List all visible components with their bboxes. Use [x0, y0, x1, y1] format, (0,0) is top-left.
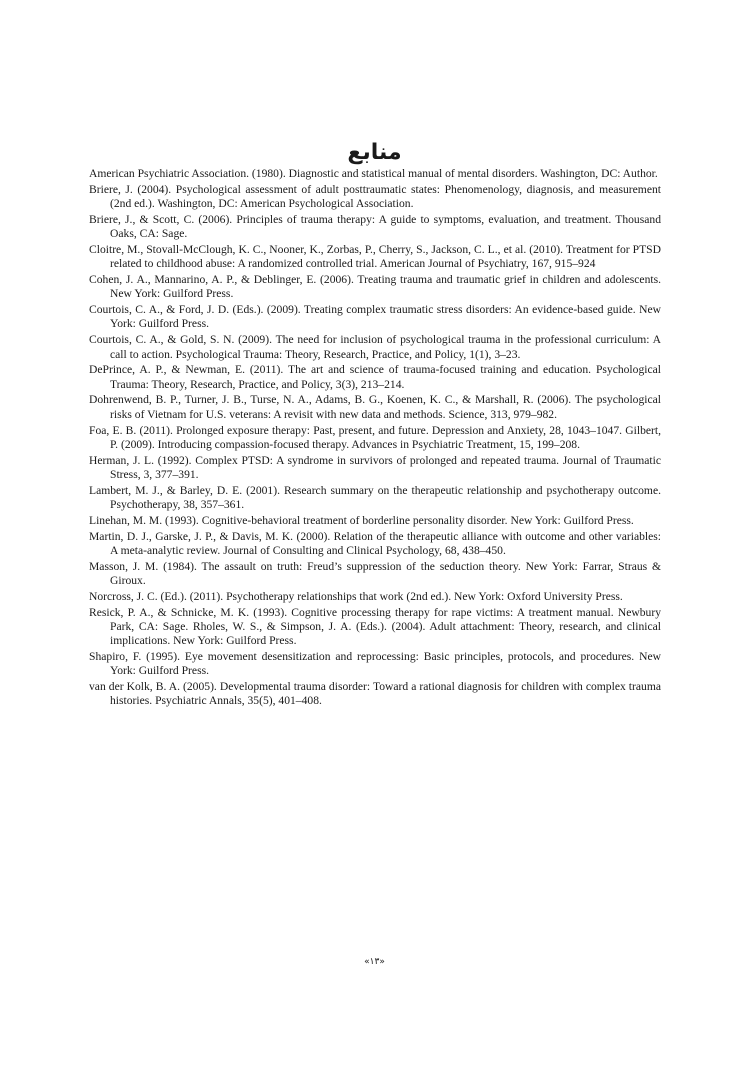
reference-item: Cloitre, M., Stovall-McClough, K. C., Nooner, K., Zorbas, P., Cherry, S., Jackson, C. L., et al. (2010). Treatment for PTSD related to childhood abuse: A randomized controlled trial. American Journal of Psychiatry, 167, 915–924 — [89, 242, 661, 271]
reference-item: Herman, J. L. (1992). Complex PTSD: A syndrome in survivors of prolonged and repeated trauma. Journal of Traumatic Stress, 3, 377–391. — [89, 453, 661, 481]
reference-item: Briere, J. (2004). Psychological assessment of adult posttraumatic states: Phenomenology, diagnosis, and measurement (2nd ed.). Washington, DC: American Psychological Association. — [89, 182, 661, 211]
reference-item: DePrince, A. P., & Newman, E. (2011). The art and science of trauma-focused training and education. Psychological Trauma: Theory, Research, Practice, and Policy, 3(3), 213–214. — [89, 363, 661, 391]
reference-item: Resick, P. A., & Schnicke, M. K. (1993). Cognitive processing therapy for rape victims: A treatment manual. Newbury Park, CA: Sage. Rholes, W. S., & Simpson, J. A. (Eds.). (2004). Adult attachment: Theory, research, and clinical implications. New York: Guilford Press. — [89, 605, 661, 648]
page-number: «۱۳» — [364, 957, 385, 967]
reference-item: Cohen, J. A., Mannarino, A. P., & Deblinger, E. (2006). Treating trauma and traumatic grief in children and adolescents. New York: Guilford Press. — [89, 273, 661, 301]
reference-item: Courtois, C. A., & Ford, J. D. (Eds.). (2009). Treating complex traumatic stress disorders: An evidence-based guide. New York: Guilford Press. — [89, 303, 661, 331]
page-title: منابع — [347, 139, 402, 165]
reference-item: Norcross, J. C. (Ed.). (2011). Psychotherapy relationships that work (2nd ed.). New York: Oxford University Press. — [89, 589, 623, 603]
reference-item: van der Kolk, B. A. (2005). Developmental trauma disorder: Toward a rational diagnosis for children with complex trauma histories. Psychiatric Annals, 35(5), 401–408. — [89, 680, 661, 708]
reference-item: Briere, J., & Scott, C. (2006). Principles of trauma therapy: A guide to symptoms, evaluation, and treatment. Thousand Oaks, CA: Sage. — [89, 212, 661, 241]
reference-item: Masson, J. M. (1984). The assault on truth: Freud’s suppression of the seduction theory. New York: Farrar, Straus & Giroux. — [89, 559, 661, 588]
reference-item: American Psychiatric Association. (1980). Diagnostic and statistical manual of mental disorders. Washington, DC: Author. — [89, 167, 658, 180]
reference-item: Foa, E. B. (2011). Prolonged exposure therapy: Past, present, and future. Depression and Anxiety, 28, 1043–1047. Gilbert, P. (2009). Introducing compassion-focused therapy. Advances in Psychiatric Treatment, 15, 199–208. — [89, 423, 661, 451]
reference-item: Lambert, M. J., & Barley, D. E. (2001). Research summary on the therapeutic relationship and psychotherapy outcome. Psychotherapy, 38, 357–361. — [89, 483, 661, 512]
reference-item: Martin, D. J., Garske, J. P., & Davis, M. K. (2000). Relation of the therapeutic alliance with outcome and other variables: A meta-analytic review. Journal of Consulting and Clinical Psychology, 68, 438–450. — [89, 529, 661, 557]
reference-item: Dohrenwend, B. P., Turner, J. B., Turse, N. A., Adams, B. G., Koenen, K. C., & Marshall, R. (2006). The psychological risks of Vietnam for U.S. veterans: A revisit with new data and methods. Science, 313, 979–982. — [89, 393, 661, 421]
reference-item: Courtois, C. A., & Gold, S. N. (2009). The need for inclusion of psychological trauma in the professional curriculum: A call to action. Psychological Trauma: Theory, Research, Practice, and Policy, 1(1), 3–23. — [89, 333, 661, 361]
reference-list — [89, 167, 661, 710]
reference-item: Linehan, M. M. (1993). Cognitive-behavioral treatment of borderline personality disorder. New York: Guilford Press. — [89, 513, 634, 527]
reference-item: Shapiro, F. (1995). Eye movement desensitization and reprocessing: Basic principles, protocols, and procedures. New York: Guilford Press. — [89, 650, 661, 678]
